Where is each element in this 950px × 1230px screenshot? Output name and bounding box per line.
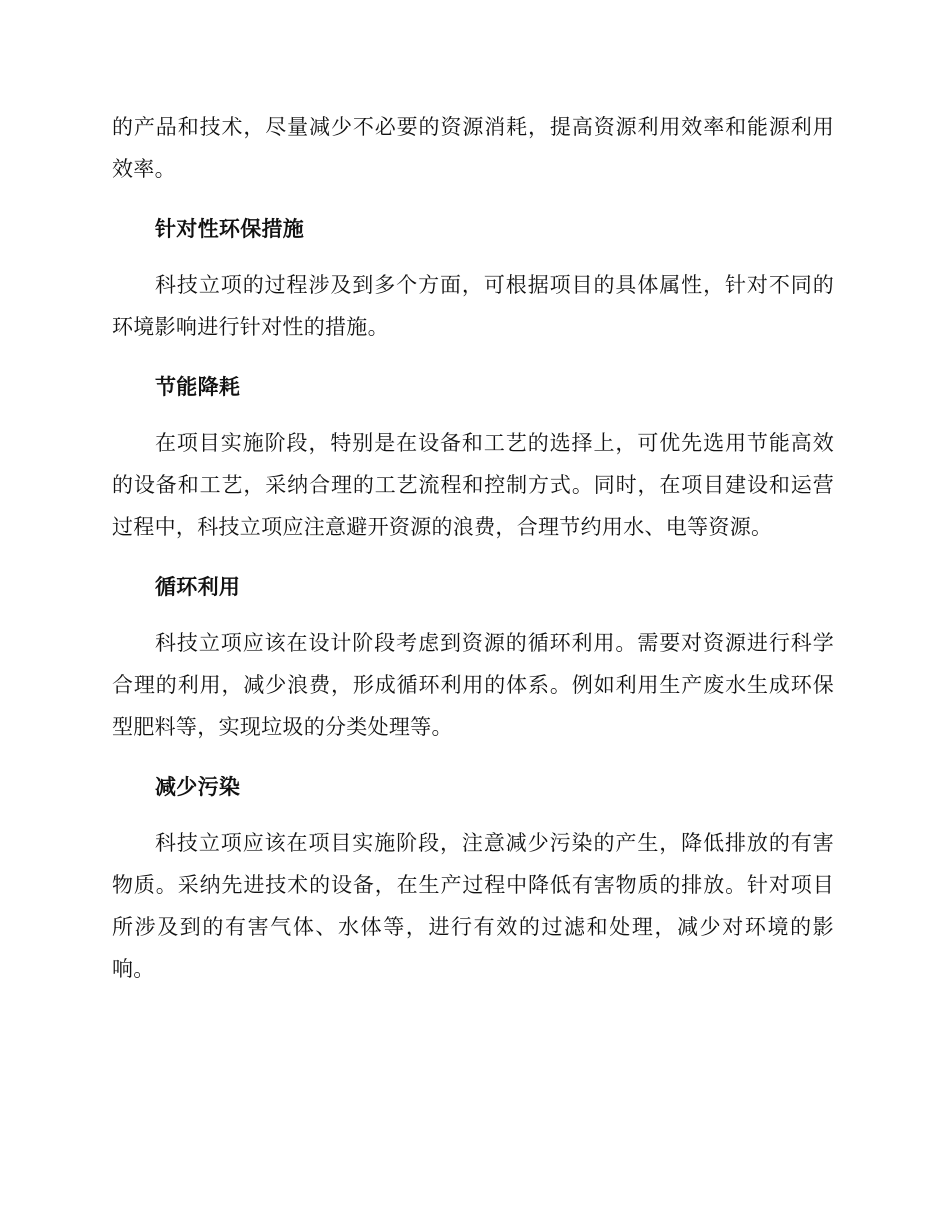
section-heading-pollution-reduction: 减少污染 — [155, 775, 241, 799]
paragraph-targeted-measures: 科技立项的过程涉及到多个方面，可根据项目的具体属性，针对不同的环境影响进行针对性的措施。 — [112, 273, 834, 339]
paragraph-pollution-reduction: 科技立项应该在项目实施阶段，注意减少污染的产生，降低排放的有害物质。采纳先进技术的设备，在生产过程中降低有害物质的排放。针对项目所涉及到的有害气体、水体等，进行有效的过滤和处理，减少对环境的影响。 — [112, 831, 834, 981]
section-heading-recycling: 循环利用 — [155, 575, 241, 599]
paragraph-continuation: 的产品和技术，尽量减少不必要的资源消耗，提高资源利用效率和能源利用效率。 — [112, 115, 834, 181]
section-heading-energy-saving: 节能降耗 — [155, 375, 241, 399]
section-heading-targeted-measures: 针对性环保措施 — [155, 217, 305, 241]
paragraph-recycling: 科技立项应该在设计阶段考虑到资源的循环利用。需要对资源进行科学合理的利用，减少浪费，形成循环利用的体系。例如利用生产废水生成环保型肥料等，实现垃圾的分类处理等。 — [112, 631, 834, 739]
document-body — [112, 106, 834, 1012]
paragraph-energy-saving: 在项目实施阶段，特别是在设备和工艺的选择上，可优先选用节能高效的设备和工艺，采纳合理的工艺流程和控制方式。同时，在项目建设和运营过程中，科技立项应注意避开资源的浪费，合理节约用水、电等资源。 — [112, 431, 834, 539]
